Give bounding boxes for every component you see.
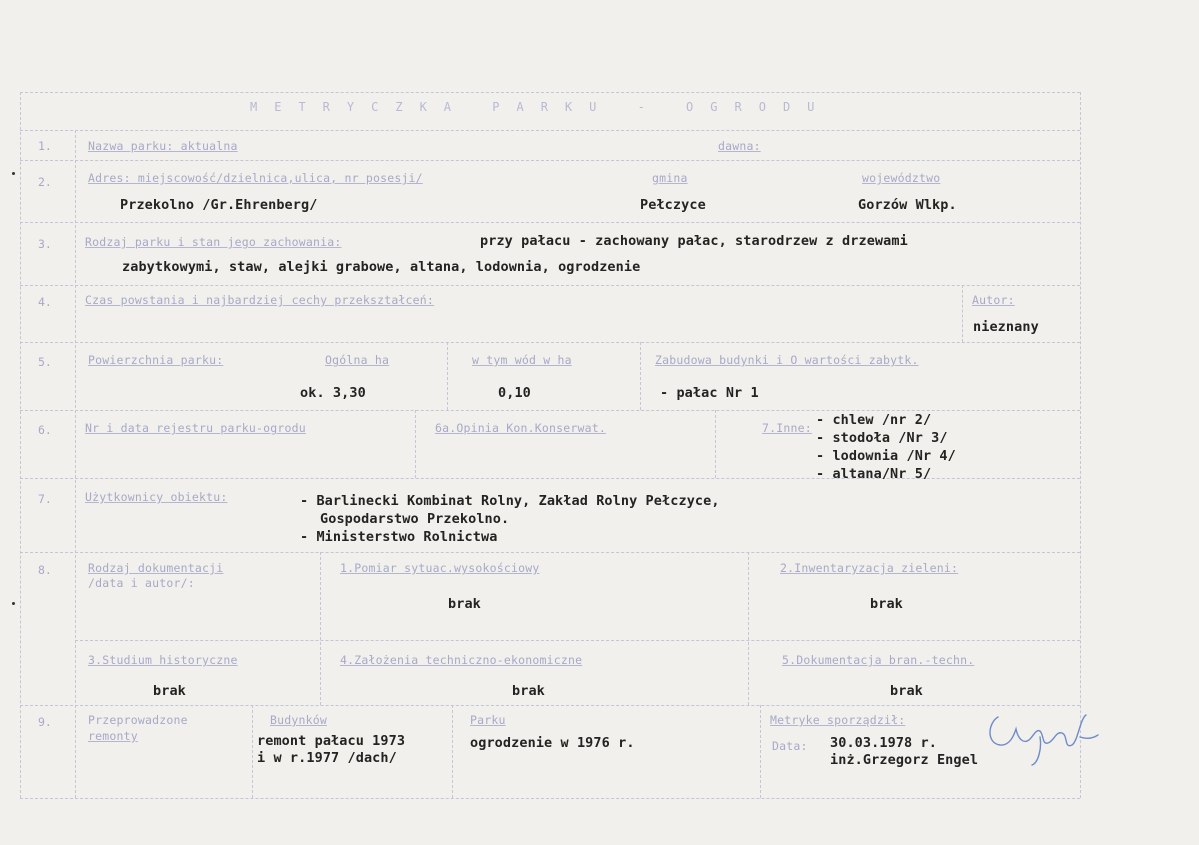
row-divider xyxy=(20,410,1080,411)
column-divider xyxy=(320,552,321,705)
users-label: Użytkownicy obiektu: xyxy=(85,490,228,504)
row-number: 2. xyxy=(38,175,52,189)
row-number: 4. xyxy=(38,295,52,309)
greenery-inventory-label: 2.Inwentaryzacja zieleni: xyxy=(780,561,959,575)
documentation-label-date: /data i autor/: xyxy=(88,576,195,590)
frame-right xyxy=(1080,92,1081,798)
park-name-label: Nazwa parku: aktualna xyxy=(88,139,238,153)
buildings-label: Zabudowa budynki i O wartości zabytk. xyxy=(655,353,919,367)
author-label: Autor: xyxy=(972,293,1015,307)
park-type-line-1: przy pałacu - zachowany pałac, starodrzew z drzewami xyxy=(480,233,908,249)
historical-study-value: brak xyxy=(153,683,186,699)
other-item-2: - stodoła /Nr 3/ xyxy=(816,430,948,446)
repairs-label-2: remonty xyxy=(88,729,138,743)
column-divider xyxy=(252,705,253,798)
number-column-divider xyxy=(75,130,76,798)
prepared-by-label: Metryke sporządził: xyxy=(770,713,906,727)
users-line-1: - Barlinecki Kombinat Rolny, Zakład Rolny Pełczyce, xyxy=(300,493,720,509)
greenery-inventory-value: brak xyxy=(870,596,903,612)
voivodeship-value: Gorzów Wlkp. xyxy=(858,197,957,213)
park-type-label: Rodzaj parku i stan jego zachowania: xyxy=(85,235,342,249)
row-number: 1. xyxy=(38,139,52,153)
column-divider xyxy=(715,410,716,478)
form-title: METRYCZKA PARKU - OGRODU xyxy=(250,100,832,114)
buildings-repairs-line-2: i w r.1977 /dach/ xyxy=(257,750,397,766)
date-value: 30.03.1978 r. xyxy=(830,735,937,751)
row-divider xyxy=(20,552,1080,553)
date-label: Data: xyxy=(772,739,808,753)
total-area-label: Ogólna ha xyxy=(325,353,390,367)
column-divider xyxy=(962,285,963,342)
technical-assumptions-label: 4.Założenia techniczno-ekonomiczne xyxy=(340,653,583,667)
address-label: Adres: miejscowość/dzielnica,ulica, nr posesji/ xyxy=(88,171,423,185)
row-number: 8. xyxy=(38,563,52,577)
gmina-value: Pełczyce xyxy=(640,197,706,213)
author-value: nieznany xyxy=(973,319,1039,335)
frame-bottom xyxy=(20,798,1080,799)
gmina-label: gmina xyxy=(652,171,688,185)
margin-mark xyxy=(12,172,15,175)
row-number: 5. xyxy=(38,355,52,369)
park-repairs-value: ogrodzenie w 1976 r. xyxy=(470,735,635,751)
documentation-label: Rodzaj dokumentacji xyxy=(88,561,224,575)
column-divider xyxy=(748,552,749,705)
other-item-4: - altana/Nr 5/ xyxy=(816,466,932,482)
column-divider xyxy=(415,410,416,478)
conservator-opinion-label: 6a.Opinia Kon.Konserwat. xyxy=(435,421,606,435)
total-area-value: ok. 3,30 xyxy=(300,385,366,401)
other-label: 7.Inne: xyxy=(762,421,812,435)
column-divider xyxy=(640,342,641,410)
row-divider xyxy=(20,222,1080,223)
park-repairs-label: Parku xyxy=(470,713,506,727)
users-line-3: - Ministerstwo Rolnictwa xyxy=(300,529,498,545)
origin-time-label: Czas powstania i najbardziej cechy przekształceń: xyxy=(85,293,435,307)
other-item-1: - chlew /nr 2/ xyxy=(816,412,932,428)
survey-value: brak xyxy=(448,596,481,612)
handwritten-signature xyxy=(980,705,1100,770)
technical-assumptions-value: brak xyxy=(512,683,545,699)
row-number: 6. xyxy=(38,423,52,437)
survey-label: 1.Pomiar sytuac.wysokościowy xyxy=(340,561,540,575)
row-number: 9. xyxy=(38,715,52,729)
row-divider xyxy=(75,640,1080,641)
column-divider xyxy=(447,342,448,410)
buildings-repairs-line-1: remont pałacu 1973 xyxy=(257,733,406,749)
buildings-repairs-label: Budynków xyxy=(270,713,327,727)
frame-left xyxy=(20,92,21,798)
technical-docs-label: 5.Dokumentacja bran.-techn. xyxy=(782,653,975,667)
row-divider xyxy=(20,130,1080,131)
column-divider xyxy=(452,705,453,798)
row-divider xyxy=(20,342,1080,343)
row-divider xyxy=(20,285,1080,286)
frame-top xyxy=(20,92,1080,93)
historical-study-label: 3.Studium historyczne xyxy=(88,653,238,667)
former-name-label: dawna: xyxy=(718,139,761,153)
repairs-label: Przeprowadzone xyxy=(88,713,188,727)
park-type-line-2: zabytkowymi, staw, alejki grabowe, altana, lodownia, ogrodzenie xyxy=(122,259,641,275)
water-area-label: w tym wód w ha xyxy=(472,353,572,367)
row-number: 7. xyxy=(38,492,52,506)
area-label: Powierzchnia parku: xyxy=(88,353,224,367)
place-value: Przekolno /Gr.Ehrenberg/ xyxy=(120,197,318,213)
technical-docs-value: brak xyxy=(890,683,923,699)
preparer-name: inż.Grzegorz Engel xyxy=(830,752,979,768)
water-area-value: 0,10 xyxy=(498,385,531,401)
voivodeship-label: województwo xyxy=(862,171,941,185)
margin-mark xyxy=(12,602,15,605)
building-value: - pałac Nr 1 xyxy=(660,385,759,401)
row-divider xyxy=(20,160,1080,161)
row-divider xyxy=(20,705,1080,706)
register-label: Nr i data rejestru parku-ogrodu xyxy=(85,421,306,435)
other-item-3: - lodownia /Nr 4/ xyxy=(816,448,956,464)
users-line-2: Gospodarstwo Przekolno. xyxy=(320,511,510,527)
column-divider xyxy=(760,705,761,798)
row-number: 3. xyxy=(38,237,52,251)
